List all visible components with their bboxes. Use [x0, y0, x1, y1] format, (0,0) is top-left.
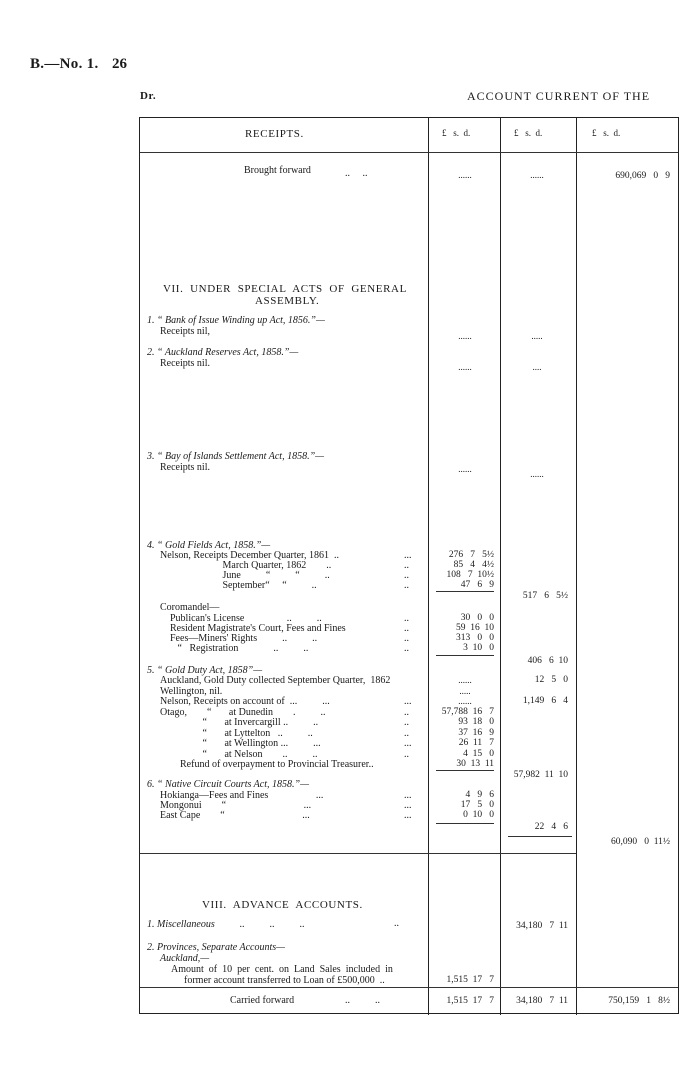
item2-title: 2. “ Auckland Reserves Act, 1858.”—	[147, 347, 299, 358]
item5_rows-row-c1: 26 11 7	[458, 738, 494, 748]
item6_rows-row-c1: 0 10 0	[463, 810, 494, 820]
item6-total: 22 4 6	[534, 822, 568, 832]
coromandel_rows-row-label: Resident Magistrate's Court, Fees and Fines	[160, 623, 346, 634]
item5_rows-row-label: Wellington, nil.	[160, 685, 223, 697]
item5_rows-row-c1: .....	[459, 685, 471, 696]
item4_rows-row-leaders: ...	[404, 550, 412, 561]
coromandel_rows-row-c1: 3 10 0	[463, 643, 494, 653]
item5_rows-row-c2: 12 5 0	[534, 675, 568, 685]
coromandel_rows-row-leaders: ..	[404, 613, 409, 624]
amount-line-1: Amount of 10 per cent. on Land Sales included in	[171, 964, 393, 975]
item1-c1: ......	[458, 331, 472, 341]
item5_rows-row-label: “ at Lyttelton .. ..	[160, 727, 313, 739]
lsd-header-3: £ s. d.	[592, 128, 621, 138]
section-vii-title-1: VII. UNDER SPECIAL ACTS OF GENERAL	[163, 283, 407, 295]
document-reference: B.—No. 1.	[30, 56, 99, 72]
item1-c2: .....	[531, 331, 543, 341]
item4-subtotal-rule	[436, 591, 494, 592]
item6_rows-row-label: East Cape “ ...	[160, 810, 310, 821]
coromandel-title: Coromandel—	[160, 602, 220, 613]
lsd-header-2: £ s. d.	[514, 128, 543, 138]
item6-rule	[436, 823, 494, 824]
coromandel_rows-row-label: Fees—Miners' Rights .. ..	[160, 633, 318, 644]
carried-forward-leaders: .. ..	[345, 995, 380, 1006]
brought-forward-c2: ......	[530, 170, 544, 180]
brought-forward-label: Brought forward	[244, 165, 311, 176]
item5_rows-row-leaders: ..	[404, 748, 409, 760]
item5_rows-row-c1: 4 15 0	[463, 748, 494, 759]
item5_rows-row-c1: ......	[458, 675, 472, 685]
item3-c2: ......	[530, 469, 544, 479]
receipts-heading: RECEIPTS.	[245, 128, 304, 140]
item1-receipts: Receipts nil,	[160, 326, 210, 337]
item6_rows-row-label: Hokianga—Fees and Fines ...	[160, 790, 324, 801]
item5_rows-row-label: “ at Wellington ... ...	[160, 738, 321, 749]
item5-total: 57,982 11 10	[513, 770, 568, 780]
item6_rows-row-c1: 4 9 6	[465, 790, 494, 800]
carried-forward-rule	[140, 987, 678, 988]
item2-c1: ......	[458, 362, 472, 372]
item4-title: 4. “ Gold Fields Act, 1858.”—	[147, 540, 271, 551]
section-viii-title: VIII. ADVANCE ACCOUNTS.	[202, 899, 363, 911]
item4_rows-row-label: March Quarter, 1862 ..	[160, 560, 332, 571]
item4_rows-row-c1: 108 7 10½	[446, 570, 494, 580]
item5_rows-row-c1: 30 13 11	[456, 759, 494, 769]
item4_rows-row-leaders: ..	[404, 560, 409, 571]
misc-label: 1. Miscellaneous .. .. ..	[147, 919, 305, 930]
item2-receipts: Receipts nil.	[160, 358, 210, 369]
item3-c1: ......	[458, 464, 472, 474]
item5_rows-row-c1: 37 16 9	[458, 727, 494, 738]
page-title: ACCOUNT CURRENT OF THE	[467, 89, 651, 103]
column-rule-3	[576, 118, 577, 1015]
item4_rows-row-label: September“ “ ..	[160, 580, 317, 591]
item6-title: 6. “ Native Circuit Courts Act, 1858.”—	[147, 779, 309, 790]
section-vii-end-rule	[140, 853, 576, 854]
coromandel-total: 406 6 10	[527, 656, 568, 666]
item5-title: 5. “ Gold Duty Act, 1858”—	[147, 665, 263, 676]
coromandel_rows-row-label: Publican's License .. ..	[160, 613, 322, 624]
item1-title: 1. “ Bank of Issue Winding up Act, 1856.”—	[147, 315, 325, 326]
amount-c1: 1,515 17 7	[446, 975, 494, 985]
auckland-label: Auckland,—	[160, 953, 210, 964]
item6_rows-row-c1: 17 5 0	[460, 800, 494, 810]
item5_rows-row-leaders: ...	[404, 738, 412, 749]
item5_rows-row-label: Nelson, Receipts on account of ... ...	[160, 696, 330, 707]
item4_rows-row-c1: 47 6 9	[460, 580, 494, 590]
debit-side-label: Dr.	[140, 90, 157, 102]
misc-c2: 34,180 7 11	[516, 921, 568, 931]
account-table	[139, 117, 679, 1014]
coromandel_rows-row-label: “ Registration .. ..	[160, 643, 309, 654]
item5_rows-row-c1: 93 18 0	[458, 717, 494, 727]
carried-forward-c3: 750,159 1 8½	[608, 996, 670, 1006]
item5_rows-row-c1: ......	[458, 696, 472, 706]
carried-forward-c1: 1,515 17 7	[446, 996, 494, 1006]
carried-forward-label: Carried forward	[230, 995, 295, 1006]
item4_rows-row-c1: 85 4 4½	[453, 560, 494, 570]
coromandel-rule	[436, 655, 494, 656]
item5_rows-row-label: “ at Nelson .. ..	[160, 748, 318, 760]
item5_rows-row-label: Auckland, Gold Duty collected September Quarter, 1862	[160, 675, 391, 686]
section-vii-rule	[508, 836, 572, 837]
coromandel_rows-row-c1: 313 0 0	[456, 633, 494, 643]
coromandel_rows-row-leaders: ..	[404, 643, 409, 654]
coromandel_rows-row-c1: 30 0 0	[460, 613, 494, 623]
item6_rows-row-leaders: ...	[404, 800, 412, 811]
item4_rows-row-label: June “ “ ..	[160, 570, 330, 581]
item3-receipts: Receipts nil.	[160, 462, 210, 473]
item4-nelson-total: 517 6 5½	[522, 591, 568, 601]
item4_rows-row-leaders: ..	[404, 580, 409, 591]
item5_rows-row-leaders: ..	[404, 727, 409, 739]
item6_rows-row-label: Mongonui “ ...	[160, 800, 312, 811]
column-rule-1	[428, 118, 429, 1015]
lsd-header-1: £ s. d.	[442, 128, 471, 138]
item5_rows-row-c1: 57,788 16 7	[441, 706, 494, 717]
item2-c2: ....	[532, 362, 542, 372]
item5_rows-row-leaders: ..	[404, 706, 409, 718]
coromandel_rows-row-c1: 59 16 10	[456, 623, 494, 633]
section-vii-total: 60,090 0 11½	[610, 837, 670, 847]
amount-line-2: former account transferred to Loan of £500,000 ..	[184, 975, 385, 986]
page-number: 26	[112, 56, 127, 72]
item6_rows-row-leaders: ...	[404, 810, 412, 821]
item5_rows-row-leaders: ...	[404, 696, 412, 707]
item5_rows-row-leaders: ..	[404, 717, 409, 728]
provinces-label: 2. Provinces, Separate Accounts—	[147, 942, 286, 953]
item4_rows-row-c1: 276 7 5½	[448, 550, 494, 560]
item3-title: 3. “ Bay of Islands Settlement Act, 1858.”—	[147, 451, 325, 462]
brought-forward-c3: 690,069 0 9	[615, 171, 670, 181]
item5_rows-row-label: “ at Invercargill .. ..	[160, 717, 319, 728]
brought-forward-c1: ......	[458, 170, 472, 180]
item5_rows-row-label: Refund of overpayment to Provincial Treasurer..	[160, 759, 374, 770]
brought-forward-leaders: .. ..	[345, 168, 368, 179]
item5-rule	[436, 770, 494, 771]
coromandel_rows-row-leaders: ..	[404, 623, 409, 634]
misc-leaders: ..	[394, 918, 399, 929]
coromandel_rows-row-leaders: ..	[404, 633, 409, 644]
item5_rows-row-label: Otago, “ at Dunedin . ..	[160, 706, 326, 718]
section-vii-title-2: ASSEMBLY.	[255, 295, 320, 307]
header-rule	[140, 152, 678, 153]
item5_rows-row-c2: 1,149 6 4	[522, 696, 568, 706]
item4_rows-row-label: Nelson, Receipts December Quarter, 1861 ..	[160, 550, 339, 561]
item6_rows-row-leaders: ...	[404, 790, 412, 801]
column-rule-2	[500, 118, 501, 1015]
item4_rows-row-leaders: ..	[404, 570, 409, 581]
carried-forward-c2: 34,180 7 11	[516, 996, 568, 1006]
